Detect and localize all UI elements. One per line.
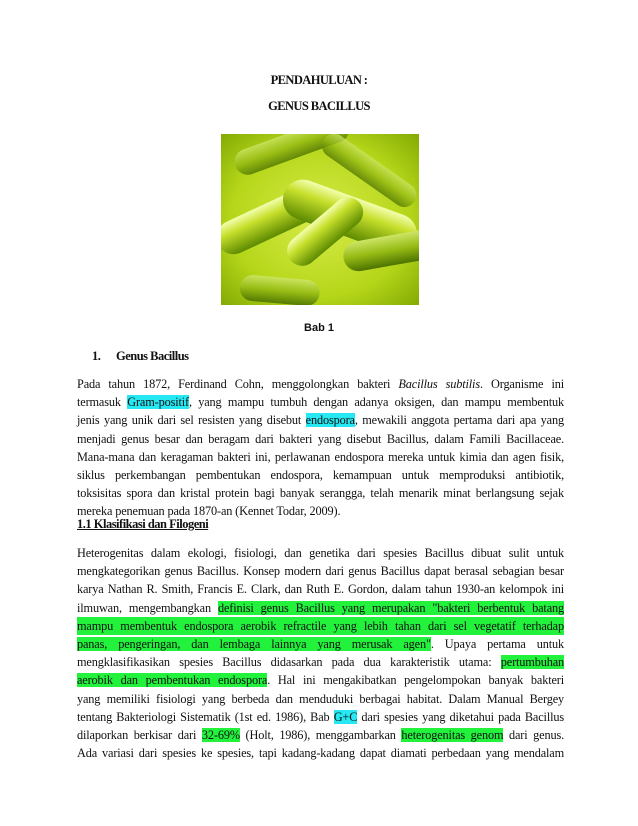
section-heading-genus [92, 349, 189, 364]
text-line: panas, pengeringan, dan lembaga lainnya yang merusak agen". Upaya pertama untuk [77, 636, 564, 651]
bacillus-illustration [221, 134, 419, 305]
text-line: menjadi genus besar dan beragam dari bakteri yang disebut Bacillus, dalam Famili Bacillaceae. [77, 431, 564, 446]
highlight-gc: G+C [333, 709, 358, 724]
highlight-definition: definisi genus Bacillus yang merupakan "bakteri berbentuk batang [217, 600, 565, 615]
text-line: Heterogenitas dalam ekologi, fisiologi, dan genetika dari spesies Bacillus dibuat sulit untuk [77, 546, 564, 560]
species-name: Bacillus subtilis [398, 377, 480, 391]
subsection-heading-klasifikasi: 1.1 Klasifikasi dan Filogeni [77, 517, 209, 531]
text-line: karya Nathan R. Smith, Francis E. Clark, dan Ruth E. Gordon, dalam tahun 1930-an kelompok ini [77, 582, 564, 597]
text-line: dilaporkan berkisar dari 32-69% (Holt, 1986), menggambarkan heterogenitas genom dari genus. [77, 727, 565, 742]
text-line: Ada variasi dari spesies ke spesies, tapi kadang-kadang dapat diamati perbedaan yang mendalam [77, 746, 564, 761]
highlight-gram-positif: Gram-positif [127, 395, 189, 410]
page-title-line1: PENDAHULUAN : [270, 73, 368, 87]
section-title: Genus Bacillus [116, 349, 189, 363]
highlight-growth: pertumbuhan [500, 655, 564, 670]
text-line: mengkategorikan genus Bacillus. Konsep modern dari genus Bacillus dapat berasal sebagian besar [77, 564, 564, 579]
text-line: ilmuwan, mengembangkan definisi genus Bacillus yang merupakan "bakteri berbentuk batang [77, 600, 565, 615]
highlight-definition: panas, pengeringan, dan lembaga lainnya yang merusak agen" [77, 636, 431, 651]
paragraph-genus [77, 375, 564, 521]
text-line: mampu membentuk endospora aerobik refractile yang lebih tahan dari sel vegetatif terhadap [77, 617, 564, 635]
text-line: aerobik dan pembentukan endospora. Hal ini mengakibatkan pengelompokan banyak bakteri [77, 673, 564, 688]
page-title-line2: GENUS BACILLUS [268, 99, 370, 113]
text-line: yang memiliki fisiologi yang berbeda dan menduduki berbagai habitat. Dalam Manual Bergey [77, 691, 564, 706]
text-line: siklus perkembangan pembentukan endospora, kemampuan untuk memproduksi antibiotik, [77, 467, 564, 482]
text-line: mengklasifikasikan spesies Bacillus didasarkan pada dua karakteristik utama: pertumbuhan [77, 655, 564, 670]
highlight-heterogenitas: heterogenitas genom [401, 727, 504, 742]
chapter-label: Bab 1 [304, 322, 334, 334]
text-line: termasuk Gram-positif, yang mampu tumbuh dengan adanya oksigen, dan mampu membentuk [77, 395, 564, 410]
highlight-growth: aerobik dan pembentukan endospora [77, 673, 268, 688]
text-line: Pada tahun 1872, Ferdinand Cohn, menggolongkan bakteri Bacillus subtilis. Organisme ini [77, 377, 565, 391]
text-line: tentang Bakteriologi Sistematik (1st ed. 1986), Bab G+C dari spesies yang diketahui pada Bacillus [77, 709, 564, 724]
paragraph-klasifikasi [77, 544, 564, 762]
text-line: mereka penemuan pada 1870-an (Kennet Todar, 2009). [77, 504, 341, 519]
section-number: 1. [92, 349, 101, 363]
text-line: Mana-mana dan keragaman bakteri ini, perlawanan endospora mereka untuk kimia dan agen fisik, [77, 449, 564, 464]
text-line: toksisitas spora dan kristal protein bagi banyak serangga, telah menarik minat berlangsung sejak [77, 486, 564, 501]
highlight-percent: 32-69% [201, 727, 240, 742]
text-line: jenis yang unik dari sel resisten yang disebut endospora, mewakili anggota pertama dari apa yang [77, 413, 564, 428]
highlight-endospora: endospora [305, 413, 355, 428]
